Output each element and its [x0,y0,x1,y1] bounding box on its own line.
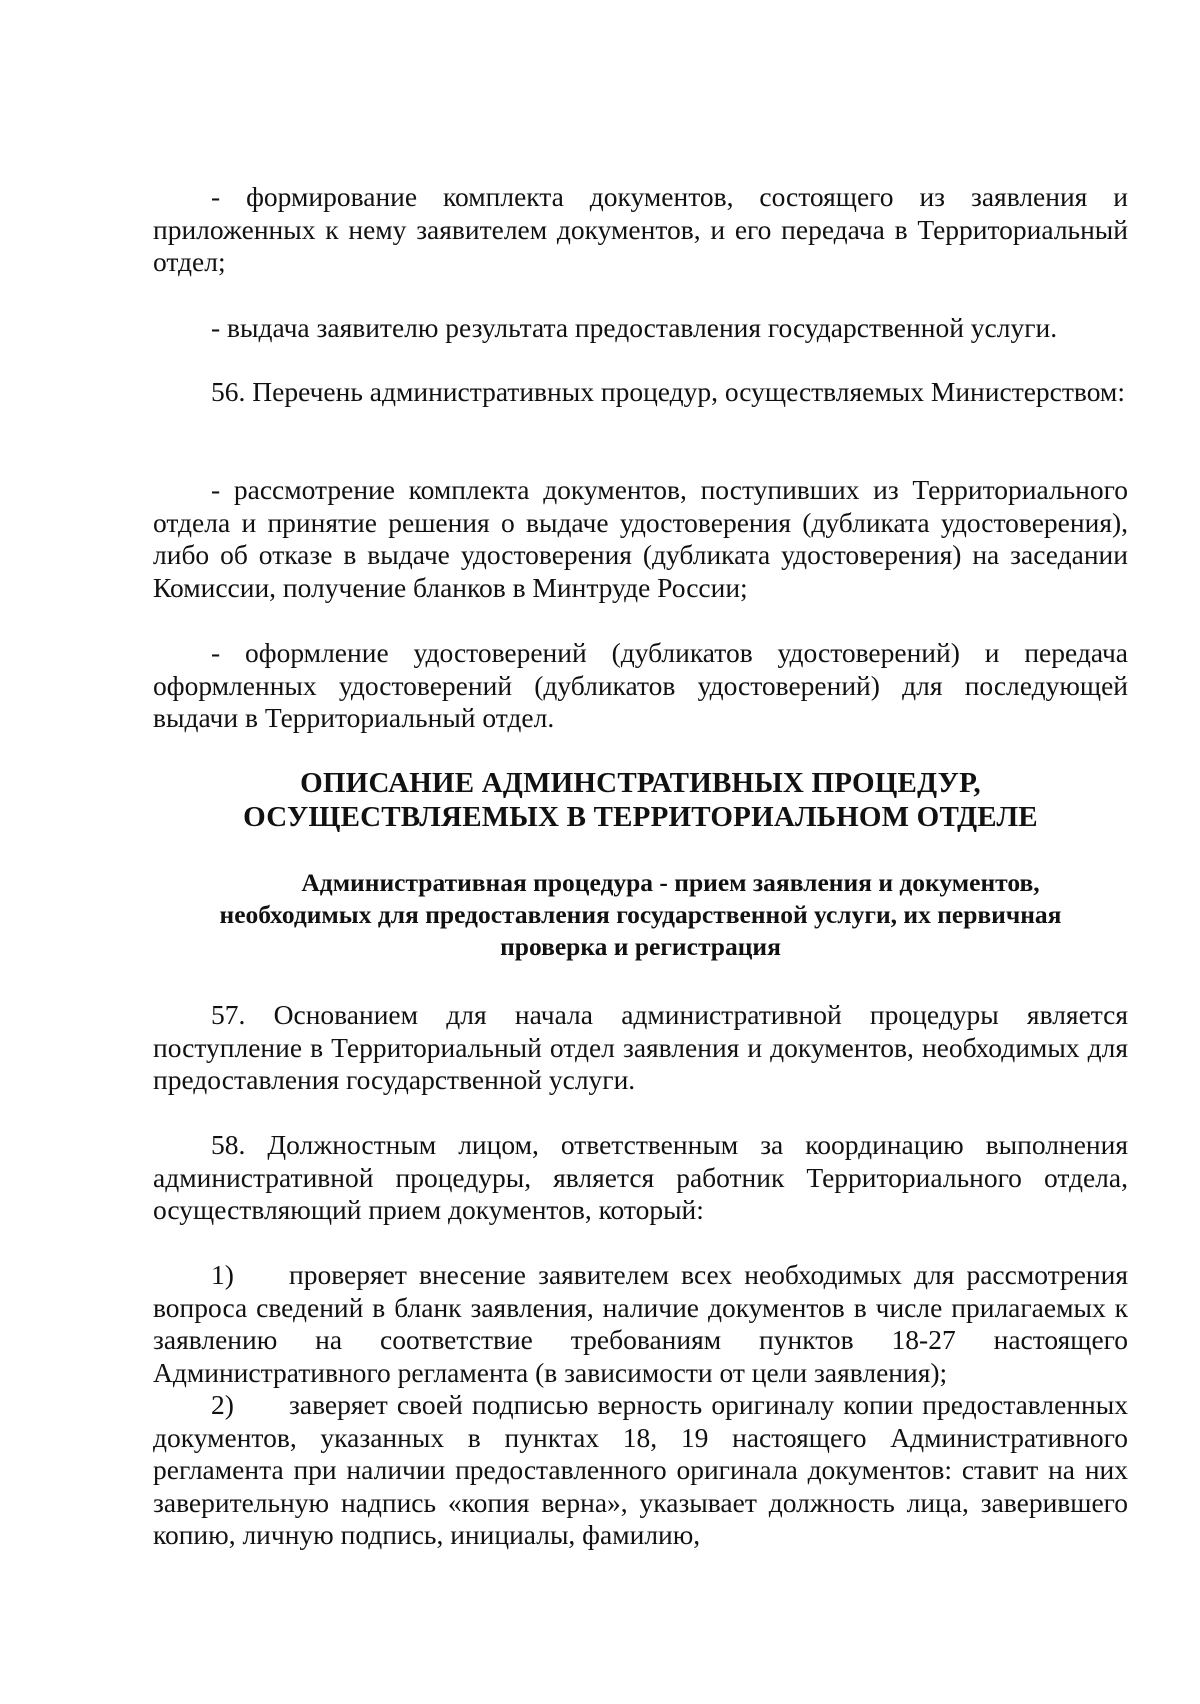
section-heading-line-1: ОПИСАНИЕ АДМИНСТРАТИВНЫХ ПРОЦЕДУР, [300,767,981,799]
paragraph-56-ministry-procedures: 56. Перечень административных процедур, осуществляемых Министерством: [211,376,1125,407]
list-item-number: 2) [211,1389,234,1420]
list-item-number: 1) [211,1259,234,1290]
sub-heading [153,867,1128,963]
section-heading-line-2: ОСУЩЕСТВЛЯЕМЫХ В ТЕРРИТОРИАЛЬНОМ ОТДЕЛЕ [243,801,1038,833]
sub-heading-line-2: необходимых для предоставления государственной услуги, их первичная [219,900,1062,929]
sub-heading-line-3: проверка и регистрация [500,932,781,961]
list-item-text: заверяет своей подписью верность оригиналу копии предоставленных документов, указанных в пунктах 18, 19 настоящего Административного регламента при наличии предоставленного оригинала документов: ставит на них заверительную надпись «копия верна», указывает должность лица, заверившего копию, личную подпись, инициалы, фамилию, [153,1389,1128,1550]
list-item [153,1259,1128,1389]
paragraph-57-basis: 57. Основанием для начала административной процедуры является поступление в Территориальный отдел заявления и документов, необходимых для предоставления государственной услуги. [153,999,1128,1095]
paragraph-document-review: - рассмотрение комплекта документов, поступивших из Территориального отдела и принятие решения о выдаче удостоверения (дубликата удостоверения), либо об отказе в выдаче удостоверения (дубликата удостоверения) на заседании Комиссии, получение бланков в Минтруде России; [153,474,1128,603]
paragraph-result-issuance: - выдача заявителю результата предоставления государственной услуги. [211,312,1058,343]
list-item-text: проверяет внесение заявителем всех необходимых для рассмотрения вопроса сведений в бланк заявления, наличие документов в числе прилагаемых к заявлению на соответствие требованиям пунктов 18-27 настоящего Административного регламента (в зависимости от цели заявления); [153,1259,1128,1388]
paragraph-certificate-preparation: - оформление удостоверений (дубликатов удостоверений) и передача оформленных удостоверений (дубликатов удостоверений) для последующей выдачи в Территориальный отдел. [153,637,1128,733]
section-heading [153,766,1128,834]
list-item [153,1389,1128,1552]
sub-heading-line-1: Административная процедура - прием заявления и документов, [301,868,1040,897]
paragraph-document-package-formation: - формирование комплекта документов, состоящего из заявления и приложенных к нему заявителем документов, и его передача в Территориальный отдел; [153,181,1128,277]
paragraph-58-responsible-person: 58. Должностным лицом, ответственным за координацию выполнения административной процедуры, является работник Территориального отдела, осуществляющий прием документов, который: [153,1129,1128,1225]
